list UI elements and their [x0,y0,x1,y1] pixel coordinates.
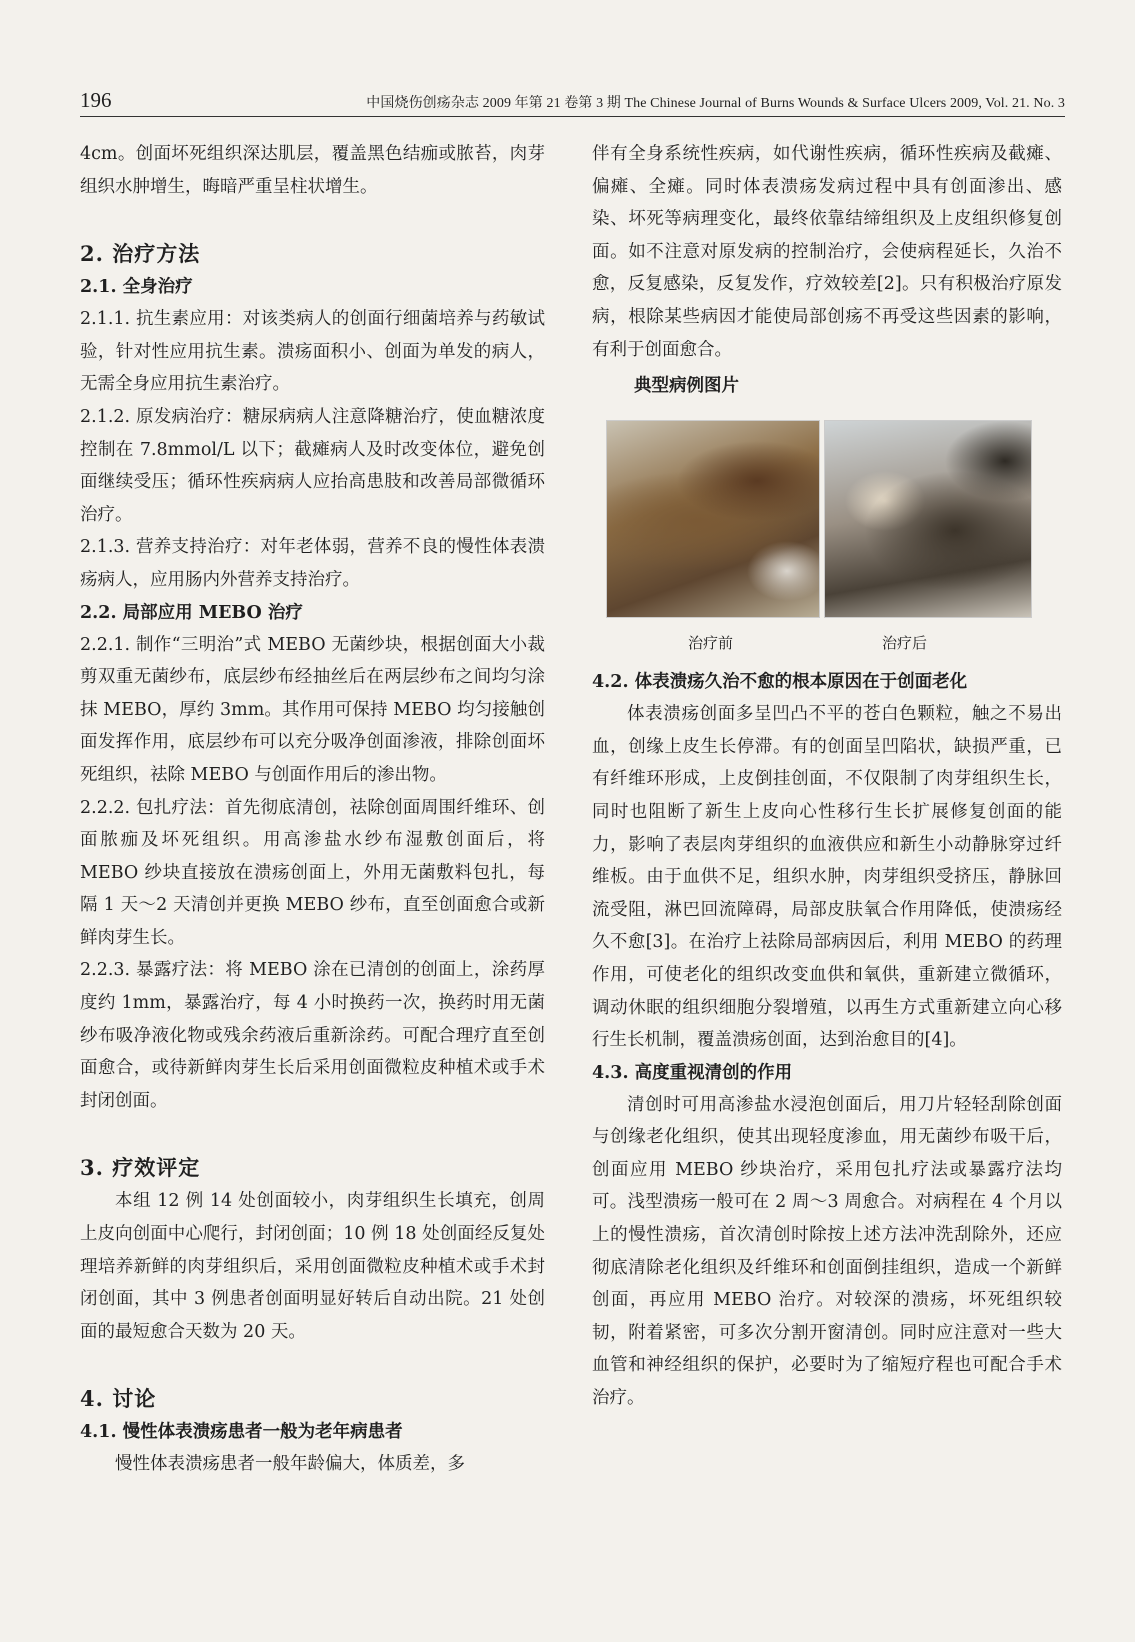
heading-section-2: 2. 治疗方法 [80,241,201,267]
paragraph-3: 本组 12 例 14 处创面较小，肉芽组织生长填充，创周上皮向创面中心爬行，封闭创面；10 例 18 处创面经反复处理培养新鲜的肉芽组织后，采用创面微粒皮种植术或手术封闭创面，其中 3 例患者创面明显好转后自动出院。21 处创面的最短愈合天数为 20 天。 [80,1191,545,1342]
heading-4-2: 4.2. 体表溃疡久治不愈的根本原因在于创面老化 [592,672,968,693]
paragraph-4-1: 慢性体表溃疡患者一般年龄偏大，体质差，多 [115,1454,465,1475]
left-column [80,138,545,1481]
paragraph-2-1-2: 2.1.2. 原发病治疗：糖尿病病人注意降糖治疗，使血糖浓度控制在 7.8mmol/L 以下；截瘫病人及时改变体位，避免创面继续受压；循环性疾病病人应抬高患肢和改善局部微循环治疗。 [80,406,545,525]
heading-section-3: 3. 疗效评定 [80,1155,201,1181]
paragraph-2-2-3: 2.2.3. 暴露疗法：将 MEBO 涂在已清创的创面上，涂药厚度约 1mm，暴露治疗，每 4 小时换药一次，换药时用无菌纱布吸净液化物或残余药液后重新涂药。可配合理疗直至创面愈合，或待新鲜肉芽生长后采用创面微粒皮种植术或手术封闭创面。 [80,960,545,1111]
photo-before-treatment [606,420,820,618]
heading-2-1: 2.1. 全身治疗 [80,277,193,298]
photo-after-treatment [824,420,1032,618]
heading-section-4: 4. 讨论 [80,1386,157,1412]
paragraph-4-2: 体表溃疡创面多呈凹凸不平的苍白色颗粒，触之不易出血，创缘上皮生长停滞。有的创面呈凹陷状，缺损严重，已有纤维环形成，上皮倒挂创面，不仅限制了肉芽组织生长，同时也阻断了新生上皮向心性移行生长扩展修复创面的能力，影响了表层肉芽组织的血液供应和新生小动静脉穿过纤维板。由于血供不足，组织水肿，肉芽组织受挤压，静脉回流受阻，淋巴回流障碍，局部皮肤氧合作用降低，使溃疡经久不愈[3]。在治疗上祛除局部病因后，利用 MEBO 的药理作用，可使老化的组织改变血供和氧供，重新建立微循环，调动休眠的组织细胞分裂增殖，以再生方式重新建立向心移行生长机制，覆盖溃疡创面，达到治愈目的[4]。 [592,704,1062,1051]
case-figure [592,420,1062,620]
paragraph-4-3: 清创时可用高渗盐水浸泡创面后，用刀片轻轻刮除创面与创缘老化组织，使其出现轻度渗血，用无菌纱布吸干后，创面应用 MEBO 纱块治疗，采用包扎疗法或暴露疗法均可。浅型溃疡一般可在 2 周～3 周愈合。对病程在 4 个月以上的慢性溃疡，首次清创时除按上述方法冲洗刮除外，还应彻底清除老化组织及纤维环和创面倒挂组织，造成一个新鲜创面，再应用 MEBO 治疗。对较深的溃疡，坏死组织较韧，附着紧密，可多次分割开窗清创。同时应注意对一些大血管和神经组织的保护，必要时为了缩短疗程也可配合手术治疗。 [592,1094,1062,1409]
right-column [592,138,1062,1415]
heading-4-1: 4.1. 慢性体表溃疡患者一般为老年病患者 [80,1422,403,1443]
paragraph-intro: 4cm。创面坏死组织深达肌层，覆盖黑色结痂或脓苔，肉芽组织水肿增生，晦暗严重呈柱状增生。 [80,144,545,197]
heading-2-2: 2.2. 局部应用 MEBO 治疗 [80,602,303,623]
caption-before: 治疗前 [688,634,734,653]
figure-captions [592,632,1062,666]
running-header [80,88,1065,117]
figure-title: 典型病例图片 [634,376,739,397]
paragraph-2-1-3: 2.1.3. 营养支持治疗：对年老体弱，营养不良的慢性体表溃疡病人，应用肠内外营养支持治疗。 [80,537,545,590]
journal-running-head: 中国烧伤创疡杂志 2009 年第 21 卷第 3 期 The Chinese Journal of Burns Wounds & Surface Ulcers 2009, Vol. 21. No. 3 [366,96,1065,111]
paragraph-2-1-1: 2.1.1. 抗生素应用：对该类病人的创面行细菌培养与药敏试验，针对性应用抗生素。溃疡面积小、创面为单发的病人，无需全身应用抗生素治疗。 [80,309,545,395]
paragraph-continued: 伴有全身系统性疾病，如代谢性疾病，循环性疾病及截瘫、偏瘫、全瘫。同时体表溃疡发病过程中具有创面渗出、感染、坏死等病理变化，最终依靠结缔组织及上皮组织修复创面。如不注意对原发病的控制治疗，会使病程延长，久治不愈，反复感染，反复发作，疗效较差[2]。只有积极治疗原发病，根除某些病因才能使局部创疡不再受这些因素的影响，有利于创面愈合。 [592,144,1062,360]
heading-4-3: 4.3. 高度重视清创的作用 [592,1062,793,1083]
paragraph-2-2-1: 2.2.1. 制作“三明治”式 MEBO 无菌纱块，根据创面大小裁剪双重无菌纱布，底层纱布经抽丝后在两层纱布之间均匀涂抹 MEBO，厚约 3mm。其作用可保持 MEBO 均匀接触创面发挥作用，底层纱布可以充分吸净创面渗液，排除创面坏死组织，祛除 MEBO 与创面作用后的渗出物。 [80,634,545,785]
paragraph-2-2-2: 2.2.2. 包扎疗法：首先彻底清创，祛除创面周围纤维环、创面脓痂及坏死组织。用高渗盐水纱布湿敷创面后，将 MEBO 纱块直接放在溃疡创面上，外用无菌敷料包扎，每隔 1 天～2 天清创并更换 MEBO 纱布，直至创面愈合或新鲜肉芽生长。 [80,797,545,948]
page-number: 196 [80,88,112,112]
caption-after: 治疗后 [882,634,928,653]
